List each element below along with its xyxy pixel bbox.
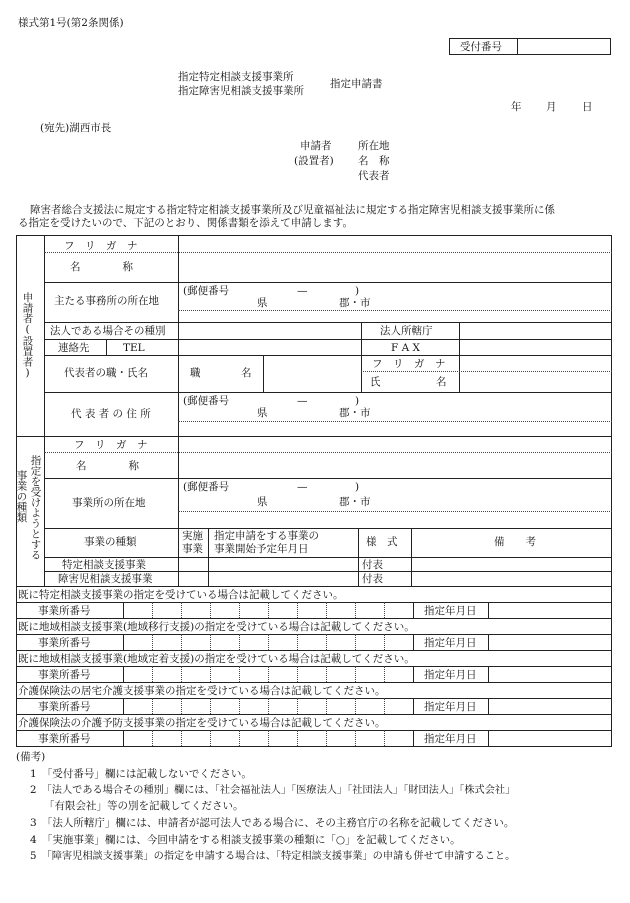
prefecture-2: 県 xyxy=(257,407,268,419)
office-number-cell xyxy=(326,602,327,618)
office-number-cell xyxy=(239,602,240,618)
applicant-rep-label: 代表者 xyxy=(358,170,390,182)
office-number-cell xyxy=(239,634,240,650)
form-number: 様式第1号(第2条関係) xyxy=(18,17,124,29)
contact-label: 連絡先 xyxy=(58,342,90,354)
office-number-cell xyxy=(181,634,182,650)
date-col-label-2: 事業開始予定年月日 xyxy=(214,543,309,555)
office-location-label: 事業所の所在地 xyxy=(72,497,146,509)
rep-shoku-label: 職 xyxy=(190,367,201,379)
office-number-cell xyxy=(152,634,153,650)
postal-close-1: ) xyxy=(355,285,360,297)
office-number-cell xyxy=(384,602,385,618)
designation-date-label: 指定年月日 xyxy=(424,733,477,745)
office-number-cell xyxy=(384,666,385,682)
notes-heading: (備考) xyxy=(16,751,46,763)
office-number-cell xyxy=(210,698,211,714)
designation-date-label: 指定年月日 xyxy=(424,669,477,681)
corp-type-label: 法人である場合その種別 xyxy=(50,325,166,337)
postal-dash-3: — xyxy=(297,481,308,493)
office-number-cell xyxy=(210,666,211,682)
office-number-cell xyxy=(384,634,385,650)
type-row-1: 特定相談支援事業 xyxy=(62,559,146,571)
title-line1: 指定特定相談支援事業所 xyxy=(178,71,294,83)
impl-col-label-2: 事業 xyxy=(182,543,203,555)
note-4: 4 「実施事業」欄には、今回申請をする相談支援事業の種類に「○」を記載してください。 xyxy=(30,834,461,846)
section-type-label-2: 事業の種類 xyxy=(15,470,28,523)
office-number-cell xyxy=(268,730,269,746)
applicant-label: 申請者 xyxy=(300,140,332,152)
office-number-cell xyxy=(297,634,298,650)
note-2b: 「有限会社」等の別を記載してください。 xyxy=(44,800,244,812)
type-row-2-form: 付表 xyxy=(362,573,383,585)
office-number-cell xyxy=(297,666,298,682)
existing-heading: 介護保険法の介護予防支援事業の指定を受けている場合は記載してください。 xyxy=(18,717,386,729)
note-5: 5 「障害児相談支援事業」の指定を申請する場合は、「特定相談支援事業」の申請も併せて申請すること。 xyxy=(30,851,516,862)
office-number-cell xyxy=(297,730,298,746)
office-number-cell xyxy=(152,730,153,746)
date-day: 日 xyxy=(582,101,593,113)
application-table xyxy=(16,235,612,747)
office-number-cell xyxy=(181,666,182,682)
office-number-cell xyxy=(384,698,385,714)
intro-line2: る指定を受けたいので、下記のとおり、関係書類を添えて申請します。 xyxy=(18,217,353,229)
office-number-label: 事業所番号 xyxy=(38,637,91,649)
date-col-label-1: 指定申請をする事業の xyxy=(214,530,319,542)
office-number-label: 事業所番号 xyxy=(38,669,91,681)
corp-office-label: 法人所轄庁 xyxy=(380,325,433,337)
title-line2: 指定障害児相談支援事業所 xyxy=(178,85,304,97)
office-number-cell xyxy=(181,602,182,618)
date-month: 月 xyxy=(546,101,557,113)
section-applicant-label: 申請者(設置者) xyxy=(21,292,34,379)
postal-dash-2: — xyxy=(297,395,308,407)
office-number-cell xyxy=(326,698,327,714)
office-number-cell xyxy=(326,634,327,650)
type-row-2: 障害児相談支援事業 xyxy=(58,573,153,585)
office-number-cell xyxy=(355,698,356,714)
postal-open-2: (郵便番号 xyxy=(183,395,230,407)
designation-date-label: 指定年月日 xyxy=(424,605,477,617)
form-col-label: 様 式 xyxy=(366,536,398,548)
applicant-name-label: 名 称 xyxy=(358,155,390,167)
office-number-label: 事業所番号 xyxy=(38,733,91,745)
office-number-label: 事業所番号 xyxy=(38,701,91,713)
section-type-label-1: 指定を受けようとする xyxy=(29,455,42,560)
office-number-cell xyxy=(268,602,269,618)
office-number-cell xyxy=(297,698,298,714)
gun-shi-3: 郡・市 xyxy=(339,496,371,508)
office-number-cell xyxy=(210,602,211,618)
office-furigana-label: フ リ ガ ナ xyxy=(74,439,148,451)
tel-label: TEL xyxy=(123,342,145,354)
postal-dash-1: — xyxy=(297,285,308,297)
existing-heading: 介護保険法の居宅介護支援事業の指定を受けている場合は記載してください。 xyxy=(18,685,386,697)
furigana-label: フ リ ガ ナ xyxy=(64,240,138,252)
existing-heading: 既に特定相談支援事業の指定を受けている場合は記載してください。 xyxy=(18,589,344,601)
note-3: 3 「法人所轄庁」欄には、申請者が認可法人である場合に、その主務官庁の名称を記載してください。 xyxy=(30,817,515,829)
designation-date-label: 指定年月日 xyxy=(424,637,477,649)
note-2a: 2 「法人である場合その種別」欄には、「社会福祉法人」「医療法人」「社団法人」「財団法人」「株式会社」 xyxy=(30,785,516,796)
note-1: 1 「受付番号」欄には記載しないでください。 xyxy=(30,768,252,780)
existing-heading: 既に地域相談支援事業(地域移行支援)の指定を受けている場合は記載してください。 xyxy=(18,621,415,633)
office-number-cell xyxy=(239,666,240,682)
postal-open-1: (郵便番号 xyxy=(183,285,230,297)
fax-label: F A X xyxy=(391,342,421,354)
rep-shi-label: 氏 xyxy=(370,376,381,388)
postal-close-2: ) xyxy=(355,395,360,407)
office-number-cell xyxy=(384,730,385,746)
rep-furigana-label: フ リ ガ ナ xyxy=(372,358,446,370)
type-col-label: 事業の種類 xyxy=(84,536,137,548)
office-number-cell xyxy=(210,634,211,650)
office-number-cell xyxy=(355,666,356,682)
office-number-cell xyxy=(355,602,356,618)
office-number-cell xyxy=(152,602,153,618)
office-number-cell xyxy=(268,698,269,714)
impl-col-label-1: 実施 xyxy=(182,530,203,542)
rep-title-label: 代表者の職・氏名 xyxy=(64,367,148,379)
rep-mei-label: 名 xyxy=(241,367,252,379)
gun-shi-1: 郡・市 xyxy=(339,297,371,309)
main-office-label: 主たる事務所の所在地 xyxy=(54,295,159,307)
title-suffix: 指定申請書 xyxy=(330,78,383,90)
name-label: 名 称 xyxy=(70,261,133,273)
office-number-cell xyxy=(326,666,327,682)
existing-heading: 既に地域相談支援事業(地域定着支援)の指定を受けている場合は記載してください。 xyxy=(18,653,415,665)
office-number-label: 事業所番号 xyxy=(38,605,91,617)
office-number-cell xyxy=(210,730,211,746)
applicant-sub-label: (設置者) xyxy=(294,155,334,167)
office-number-cell xyxy=(355,730,356,746)
office-number-cell xyxy=(152,698,153,714)
rep-address-label: 代 表 者 の 住 所 xyxy=(71,408,151,420)
office-name-label: 名 称 xyxy=(76,460,139,472)
postal-open-3: (郵便番号 xyxy=(183,481,230,493)
office-number-cell xyxy=(297,602,298,618)
designation-date-label: 指定年月日 xyxy=(424,701,477,713)
office-number-cell xyxy=(239,730,240,746)
office-number-cell xyxy=(152,666,153,682)
date-year: 年 xyxy=(511,101,522,113)
office-number-cell xyxy=(355,634,356,650)
intro-line1: 障害者総合支援法に規定する指定特定相談支援事業所及び児童福祉法に規定する指定障害児相談支援事業所に係 xyxy=(30,204,555,216)
office-number-cell xyxy=(181,730,182,746)
addressee: (宛先)湖西市長 xyxy=(40,122,112,134)
prefecture-3: 県 xyxy=(257,496,268,508)
office-number-cell xyxy=(239,698,240,714)
office-number-cell xyxy=(326,730,327,746)
office-number-cell xyxy=(181,698,182,714)
gun-shi-2: 郡・市 xyxy=(339,407,371,419)
applicant-address-label: 所在地 xyxy=(358,140,390,152)
office-number-cell xyxy=(268,634,269,650)
type-row-1-form: 付表 xyxy=(362,559,383,571)
office-number-cell xyxy=(268,666,269,682)
postal-close-3: ) xyxy=(355,481,360,493)
rep-mei2-label: 名 xyxy=(436,376,447,388)
prefecture-1: 県 xyxy=(257,297,268,309)
receipt-number-label: 受付番号 xyxy=(460,41,502,53)
remark-col-label: 備 考 xyxy=(494,536,536,548)
